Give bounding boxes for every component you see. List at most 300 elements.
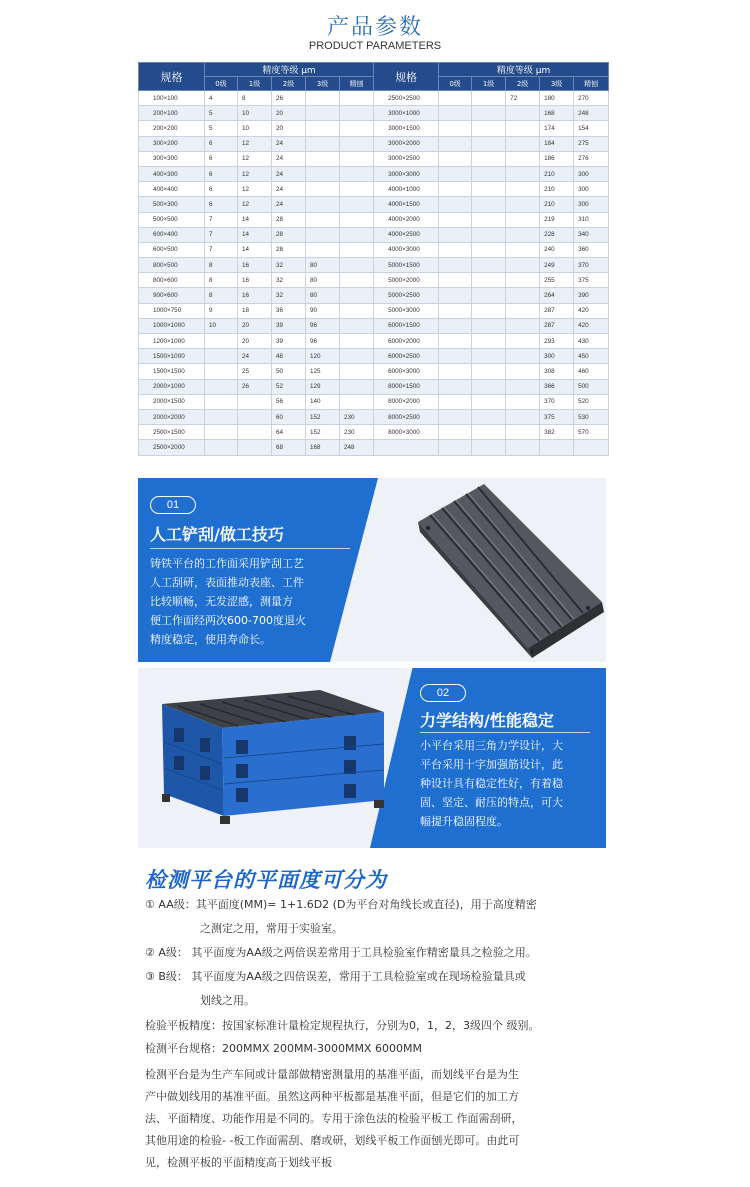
value-cell [506,379,540,394]
value-cell [439,425,472,440]
value-cell: 310 [574,212,609,227]
value-cell: 6 [205,166,238,181]
value-cell: 16 [238,288,272,303]
spec-cell: 500×500 [139,212,205,227]
value-cell: 300 [574,182,609,197]
value-cell [439,318,472,333]
grade-column-header: 0级 [439,77,472,91]
value-cell [439,151,472,166]
value-cell [340,91,374,106]
spec-cell: 8000×1500 [374,379,439,394]
value-cell: 180 [540,91,574,106]
value-cell [439,303,472,318]
value-cell [439,394,472,409]
value-cell [506,440,540,455]
spec-cell: 2500×2000 [139,440,205,455]
value-cell [205,425,238,440]
value-cell: 340 [574,227,609,242]
value-cell [340,273,374,288]
ribbed-platform-image [138,668,388,848]
value-cell: 39 [272,318,306,333]
value-cell: 228 [540,227,574,242]
value-cell: 270 [574,91,609,106]
value-cell [439,106,472,121]
value-cell: 460 [574,364,609,379]
description-line: 法、平面精度、功能作用是不同的。专用于涂色法的检验平板工 作面需刮研， [145,1112,523,1125]
value-cell [439,379,472,394]
value-cell [439,242,472,257]
value-cell: 56 [272,394,306,409]
value-cell [472,121,506,136]
value-cell [238,440,272,455]
value-cell: 20 [238,318,272,333]
slotted-plate-image [356,478,606,662]
value-cell [506,303,540,318]
value-cell: 6 [205,136,238,151]
value-cell: 28 [272,227,306,242]
feature-description [150,554,306,649]
value-cell [506,106,540,121]
value-cell [506,227,540,242]
value-cell [472,288,506,303]
value-cell: 60 [272,409,306,424]
spec-cell: 5000×2500 [374,288,439,303]
value-cell [506,197,540,212]
flatness-section-title: 检测平台的平面度可分为 [145,868,387,892]
value-cell [574,440,609,455]
spec-cell: 8000×2500 [374,409,439,424]
value-cell [506,349,540,364]
value-cell [439,273,472,288]
table-row [139,258,609,273]
description-line: 见，检测平板的平面精度高于划线平板 [145,1156,332,1169]
grade-column-header: 0级 [205,77,238,91]
table-row [139,349,609,364]
value-cell: 152 [306,425,340,440]
value-cell: 300 [540,349,574,364]
value-cell [340,258,374,273]
description-line: 其他用途的检验- -板工作面需刮、磨或研，划线平板工作面刨光即可。由此可 [145,1134,520,1147]
value-cell: 80 [306,273,340,288]
feature-desc-line: 铸铁平台的工作面采用铲刮工艺 [150,557,304,570]
value-cell: 287 [540,318,574,333]
value-cell [472,425,506,440]
value-cell [205,364,238,379]
value-cell [506,318,540,333]
value-cell [439,334,472,349]
spec-cell: 5000×2000 [374,273,439,288]
value-cell: 6 [205,182,238,197]
value-cell [439,212,472,227]
value-cell: 210 [540,197,574,212]
value-cell [439,136,472,151]
value-cell: 375 [540,409,574,424]
value-cell: 366 [540,379,574,394]
grade-column-header: 3级 [306,77,340,91]
table-row [139,121,609,136]
value-cell [306,121,340,136]
value-cell: 36 [272,303,306,318]
grade-header-left: 精度等级 μm [205,63,374,77]
value-cell [472,318,506,333]
spec-cell: 4000×1500 [374,197,439,212]
spec-cell: 400×400 [139,182,205,197]
value-cell [340,379,374,394]
value-cell: 10 [238,106,272,121]
value-cell: 300 [574,166,609,181]
value-cell: 152 [306,409,340,424]
spec-cell: 6000×2000 [374,334,439,349]
value-cell: 24 [272,166,306,181]
value-cell: 16 [238,273,272,288]
value-cell: 382 [540,425,574,440]
feature-description [420,736,563,831]
spec-cell: 6000×3000 [374,364,439,379]
value-cell: 248 [340,440,374,455]
spec-cell: 1500×1000 [139,349,205,364]
value-cell [472,409,506,424]
value-cell [340,334,374,349]
value-cell [540,440,574,455]
spec-cell: 2500×1500 [139,425,205,440]
value-cell: 14 [238,242,272,257]
value-cell [306,106,340,121]
feature-desc-line: 幅提升稳固程度。 [420,815,508,828]
grade-b-line-cont: 划线之用。 [200,994,255,1007]
value-cell [472,440,506,455]
feature-desc-line: 小平台采用三角力学设计，大 [420,739,563,752]
value-cell: 9 [205,303,238,318]
value-cell [238,394,272,409]
spec-header-left: 规格 [139,63,205,91]
table-row [139,166,609,181]
value-cell: 80 [306,288,340,303]
spec-cell: 300×300 [139,151,205,166]
spec-cell: 400×300 [139,166,205,181]
table-row [139,227,609,242]
feature-desc-line: 固、坚定、耐压的特点，可大 [420,796,563,809]
spec-cell: 4000×2000 [374,212,439,227]
spec-cell: 800×600 [139,273,205,288]
value-cell: 276 [574,151,609,166]
value-cell: 186 [540,151,574,166]
value-cell [439,91,472,106]
value-cell [205,379,238,394]
value-cell: 287 [540,303,574,318]
value-cell [306,197,340,212]
page-subtitle: PRODUCT PARAMETERS [308,40,442,52]
value-cell: 72 [506,91,540,106]
value-cell: 420 [574,318,609,333]
value-cell: 16 [238,258,272,273]
table-row [139,242,609,257]
grade-a-line: ② A级： 其平面度为AA级之两倍误差常用于工具检验室作精密量具之检验之用。 [145,946,537,959]
spec-cell: 8000×2000 [374,394,439,409]
value-cell: 230 [340,409,374,424]
value-cell: 300 [574,197,609,212]
feature-desc-line: 精度稳定，使用寿命长。 [150,633,271,646]
spec-cell: 4000×2500 [374,227,439,242]
value-cell: 264 [540,288,574,303]
value-cell: 308 [540,364,574,379]
value-cell [340,182,374,197]
spec-cell: 4000×1000 [374,182,439,197]
spec-cell: 300×200 [139,136,205,151]
value-cell: 275 [574,136,609,151]
spec-cell: 2000×2000 [139,409,205,424]
grade-header-right: 精度等级 μm [439,63,609,77]
page-header [0,0,750,58]
value-cell [472,364,506,379]
value-cell [306,212,340,227]
value-cell [506,242,540,257]
value-cell [506,136,540,151]
value-cell [506,258,540,273]
value-cell [472,106,506,121]
value-cell [506,334,540,349]
value-cell [472,394,506,409]
table-row [139,379,609,394]
value-cell: 8 [205,258,238,273]
value-cell: 14 [238,227,272,242]
value-cell: 28 [272,242,306,257]
value-cell [439,364,472,379]
value-cell: 28 [272,212,306,227]
value-cell: 520 [574,394,609,409]
table-row [139,212,609,227]
table-row [139,182,609,197]
value-cell [472,136,506,151]
table-row [139,136,609,151]
value-cell: 390 [574,288,609,303]
value-cell [439,227,472,242]
table-row [139,364,609,379]
value-cell: 25 [238,364,272,379]
value-cell: 210 [540,166,574,181]
value-cell [340,106,374,121]
value-cell: 20 [238,334,272,349]
value-cell: 10 [238,121,272,136]
value-cell: 570 [574,425,609,440]
value-cell [472,242,506,257]
value-cell [472,303,506,318]
spec-cell: 2500×2500 [374,91,439,106]
value-cell: 370 [574,258,609,273]
spec-cell: 3000×1000 [374,106,439,121]
value-cell: 32 [272,273,306,288]
spec-cell: 800×500 [139,258,205,273]
value-cell: 26 [238,379,272,394]
value-cell [439,121,472,136]
value-cell: 184 [540,136,574,151]
value-cell [340,121,374,136]
value-cell [340,318,374,333]
value-cell [205,394,238,409]
spec-cell: 6000×1500 [374,318,439,333]
table-row [139,91,609,106]
feature-desc-line: 人工刮研，表面推动表座、工件 [150,576,304,589]
table-row [139,288,609,303]
value-cell: 64 [272,425,306,440]
value-cell: 52 [272,379,306,394]
spec-cell: 5000×3000 [374,303,439,318]
spec-paragraph: 检测平台规格：200MMX 200MM-3000MMX 6000MM [145,1042,422,1055]
table-row [139,425,609,440]
grade-column-header: 2级 [506,77,540,91]
precision-paragraph: 检验平板精度：按国家标准计量检定规程执行，分别为0，1，2，3级四个 级别。 [145,1019,540,1032]
value-cell: 375 [574,273,609,288]
value-cell [506,425,540,440]
value-cell: 154 [574,121,609,136]
spec-cell: 3000×3000 [374,166,439,181]
value-cell [506,166,540,181]
value-cell: 96 [306,334,340,349]
value-cell [306,227,340,242]
value-cell: 370 [540,394,574,409]
value-cell: 50 [272,364,306,379]
value-cell: 7 [205,212,238,227]
value-cell [506,151,540,166]
value-cell [472,273,506,288]
value-cell [472,258,506,273]
value-cell [506,394,540,409]
feature-desc-line: 平台采用十字加强筋设计，此 [420,758,563,771]
value-cell [340,303,374,318]
value-cell [439,166,472,181]
spec-header-right: 规格 [374,63,439,91]
value-cell [340,197,374,212]
value-cell [472,166,506,181]
value-cell: 39 [272,334,306,349]
value-cell: 96 [306,318,340,333]
grade-column-header: 精刨 [340,77,374,91]
grade-b-line: ③ B级： 其平面度为AA级之四倍误差，常用于工具检验室或在现场检验量具或 [145,970,526,983]
value-cell: 8 [205,273,238,288]
value-cell [340,394,374,409]
spec-cell: 1200×1000 [139,334,205,349]
spec-cell: 5000×1500 [374,258,439,273]
value-cell: 68 [272,440,306,455]
value-cell: 20 [272,121,306,136]
spec-cell: 2000×1000 [139,379,205,394]
value-cell [506,212,540,227]
feature-desc-line: 便工作面经两次600-700度退火 [150,614,306,627]
feature-desc-line: 种设计具有稳定性好，有着稳 [420,777,563,790]
value-cell [506,273,540,288]
value-cell [340,349,374,364]
value-cell: 420 [574,303,609,318]
table-row [139,318,609,333]
spec-cell: 500×300 [139,197,205,212]
value-cell [306,151,340,166]
table-row [139,197,609,212]
value-cell [506,409,540,424]
value-cell: 249 [540,258,574,273]
value-cell: 80 [306,258,340,273]
value-cell [472,212,506,227]
value-cell [506,288,540,303]
value-cell [205,440,238,455]
feature-divider [420,732,590,733]
spec-cell: 600×500 [139,242,205,257]
value-cell: 360 [574,242,609,257]
grade-column-header: 3级 [540,77,574,91]
value-cell [306,91,340,106]
spec-cell: 1000×1000 [139,318,205,333]
value-cell [238,425,272,440]
spec-cell: 200×100 [139,106,205,121]
parameters-table [138,62,609,456]
value-cell: 8 [205,288,238,303]
value-cell [472,197,506,212]
value-cell [340,166,374,181]
spec-cell: 3000×2000 [374,136,439,151]
value-cell: 90 [306,303,340,318]
value-cell [439,440,472,455]
feature-title: 力学结构/性能稳定 [420,711,554,730]
value-cell: 293 [540,334,574,349]
table-row [139,394,609,409]
value-cell: 12 [238,136,272,151]
value-cell: 5 [205,121,238,136]
grade-aa-line-cont: 之测定之用，常用于实验室。 [200,922,343,935]
value-cell: 14 [238,212,272,227]
spec-cell: 1500×1500 [139,364,205,379]
spec-cell: 600×400 [139,227,205,242]
grade-aa-line: ① AA级：其平面度(MM)= 1+1.6D2 (D为平台对角线长或直径)，用于高度精密 [145,898,537,911]
value-cell [439,182,472,197]
feature-number-badge: 01 [150,496,196,514]
value-cell [205,409,238,424]
value-cell [506,182,540,197]
value-cell: 168 [540,106,574,121]
spec-cell: 6000×2500 [374,349,439,364]
description-line: 检测平台是为生产车间或计量部做精密测量用的基准平面，而划线平台是为生 [145,1068,519,1081]
value-cell: 24 [272,136,306,151]
value-cell: 24 [272,197,306,212]
value-cell: 32 [272,288,306,303]
spec-cell: 8000×3000 [374,425,439,440]
value-cell: 12 [238,166,272,181]
grade-column-header: 2级 [272,77,306,91]
spec-cell: 4000×3000 [374,242,439,257]
value-cell: 8 [238,91,272,106]
table-row [139,303,609,318]
value-cell [340,288,374,303]
feature-card-structure [138,668,606,848]
value-cell: 168 [306,440,340,455]
table-row [139,334,609,349]
value-cell: 530 [574,409,609,424]
value-cell [340,227,374,242]
value-cell [472,91,506,106]
value-cell: 129 [306,379,340,394]
value-cell [306,136,340,151]
feature-card-scraping [138,478,606,662]
value-cell [340,242,374,257]
grade-column-header: 精刨 [574,77,609,91]
value-cell [205,349,238,364]
value-cell [439,409,472,424]
spec-cell: 2000×1500 [139,394,205,409]
spec-cell: 3000×2500 [374,151,439,166]
value-cell: 26 [272,91,306,106]
value-cell: 6 [205,151,238,166]
spec-cell: 1000×750 [139,303,205,318]
description-paragraph [145,1064,523,1174]
value-cell: 18 [238,303,272,318]
spec-cell: 3000×1500 [374,121,439,136]
